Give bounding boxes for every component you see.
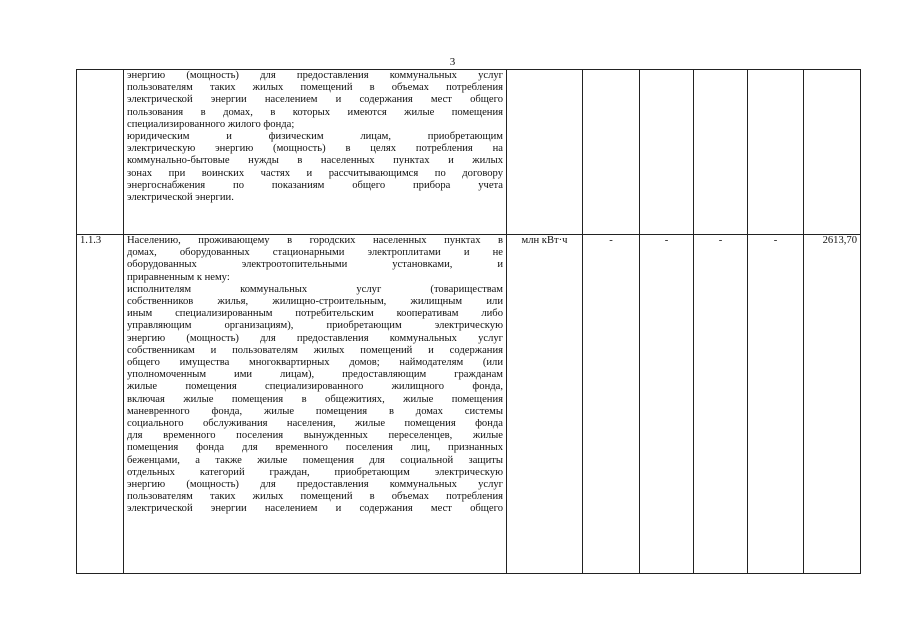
text-line: пользователям таких жилых помещений в объемах потребления bbox=[127, 491, 503, 503]
table-row bbox=[77, 70, 861, 235]
text-line: энергию (мощность) для предоставления коммунальных услуг bbox=[127, 479, 503, 491]
text-line: общего имущества многоквартирных домов; наймодателям (или bbox=[127, 357, 503, 369]
text-line: помещения фонда для временного поселения лиц, признанных bbox=[127, 442, 503, 454]
text-line: электрической энергии населением и содержания мест общего bbox=[127, 503, 503, 515]
text-line: юридическим и физическим лицам, приобретающим bbox=[127, 131, 503, 143]
text-line: коммунально-бытовые нужды в населенных пунктах и жилых bbox=[127, 155, 503, 167]
text-line: энергию (мощность) для предоставления коммунальных услуг bbox=[127, 332, 503, 344]
row-description-cell bbox=[124, 235, 507, 574]
value-cell: - bbox=[583, 235, 640, 574]
text-line: энергоснабжения по показаниям общего прибора учета bbox=[127, 179, 503, 191]
text-line: специализированного жилого фонда; bbox=[127, 118, 295, 130]
text-line: собственников жилья, жилищно-строительным, жилищным или bbox=[127, 296, 503, 308]
text-line: зонах при воинских частях и рассчитывающимся по договору bbox=[127, 167, 503, 179]
text-line: энергию (мощность) для предоставления коммунальных услуг bbox=[127, 70, 503, 81]
text-line: для временного поселения вынужденных переселенцев, жилые bbox=[127, 430, 503, 442]
text-line: пользования в домах, в которых имеются жилые помещения bbox=[127, 106, 503, 118]
text-line: приравненным к нему: bbox=[127, 271, 230, 283]
unit-cell bbox=[507, 70, 583, 235]
row-number-cell: 1.1.3 bbox=[77, 235, 124, 574]
text-line: уполномоченным ими лицам), предоставляющим гражданам bbox=[127, 369, 503, 381]
text-line: электрической энергии населением и содержания мест общего bbox=[127, 94, 503, 106]
value-cell bbox=[748, 70, 804, 235]
value-cell: - bbox=[640, 235, 694, 574]
value-cell: - bbox=[694, 235, 748, 574]
table-row bbox=[77, 235, 861, 574]
unit-cell: млн кВт·ч bbox=[507, 235, 583, 574]
text-line: маневренного фонда, жилые помещения в домах системы bbox=[127, 405, 503, 417]
text-line: пользователям таких жилых помещений в объемах потребления bbox=[127, 82, 503, 94]
text-line: включая жилые помещения в общежитиях, жилые помещения bbox=[127, 393, 503, 405]
value-cell: - bbox=[748, 235, 804, 574]
text-line: беженцами, а также жилые помещения для социальной защиты bbox=[127, 454, 503, 466]
page-number: 3 bbox=[449, 56, 456, 68]
text-line: домах, оборудованных стационарными электроплитами и не bbox=[127, 247, 503, 259]
text-line: электрическую энергию (мощность) в целях потребления на bbox=[127, 143, 503, 155]
value-cell bbox=[694, 70, 748, 235]
tariff-table bbox=[76, 69, 861, 574]
text-line: иным специализированным потребительским кооперативам либо bbox=[127, 308, 503, 320]
text-line: электрической энергии. bbox=[127, 192, 234, 204]
text-line: собственникам и пользователям жилых помещений и содержания bbox=[127, 344, 503, 356]
text-line: Населению, проживающему в городских населенных пунктах в bbox=[127, 235, 503, 246]
value-cell bbox=[583, 70, 640, 235]
total-value-cell bbox=[804, 70, 861, 235]
text-line: жилые помещения специализированного жилищного фонда, bbox=[127, 381, 503, 393]
text-line: отдельных категорий граждан, приобретающим электрическую bbox=[127, 466, 503, 478]
value-cell bbox=[640, 70, 694, 235]
row-description-cell bbox=[124, 70, 507, 235]
row-number-cell bbox=[77, 70, 124, 235]
text-line: социального обслуживания населения, жилые помещения фонда bbox=[127, 418, 503, 430]
text-line: исполнителям коммунальных услуг (товариществам bbox=[127, 283, 503, 295]
text-line: управляющим организациям), приобретающим электрическую bbox=[127, 320, 503, 332]
text-line: оборудованных электроотопительными установками, и bbox=[127, 259, 503, 271]
total-value-cell: 2613,70 bbox=[804, 235, 861, 574]
